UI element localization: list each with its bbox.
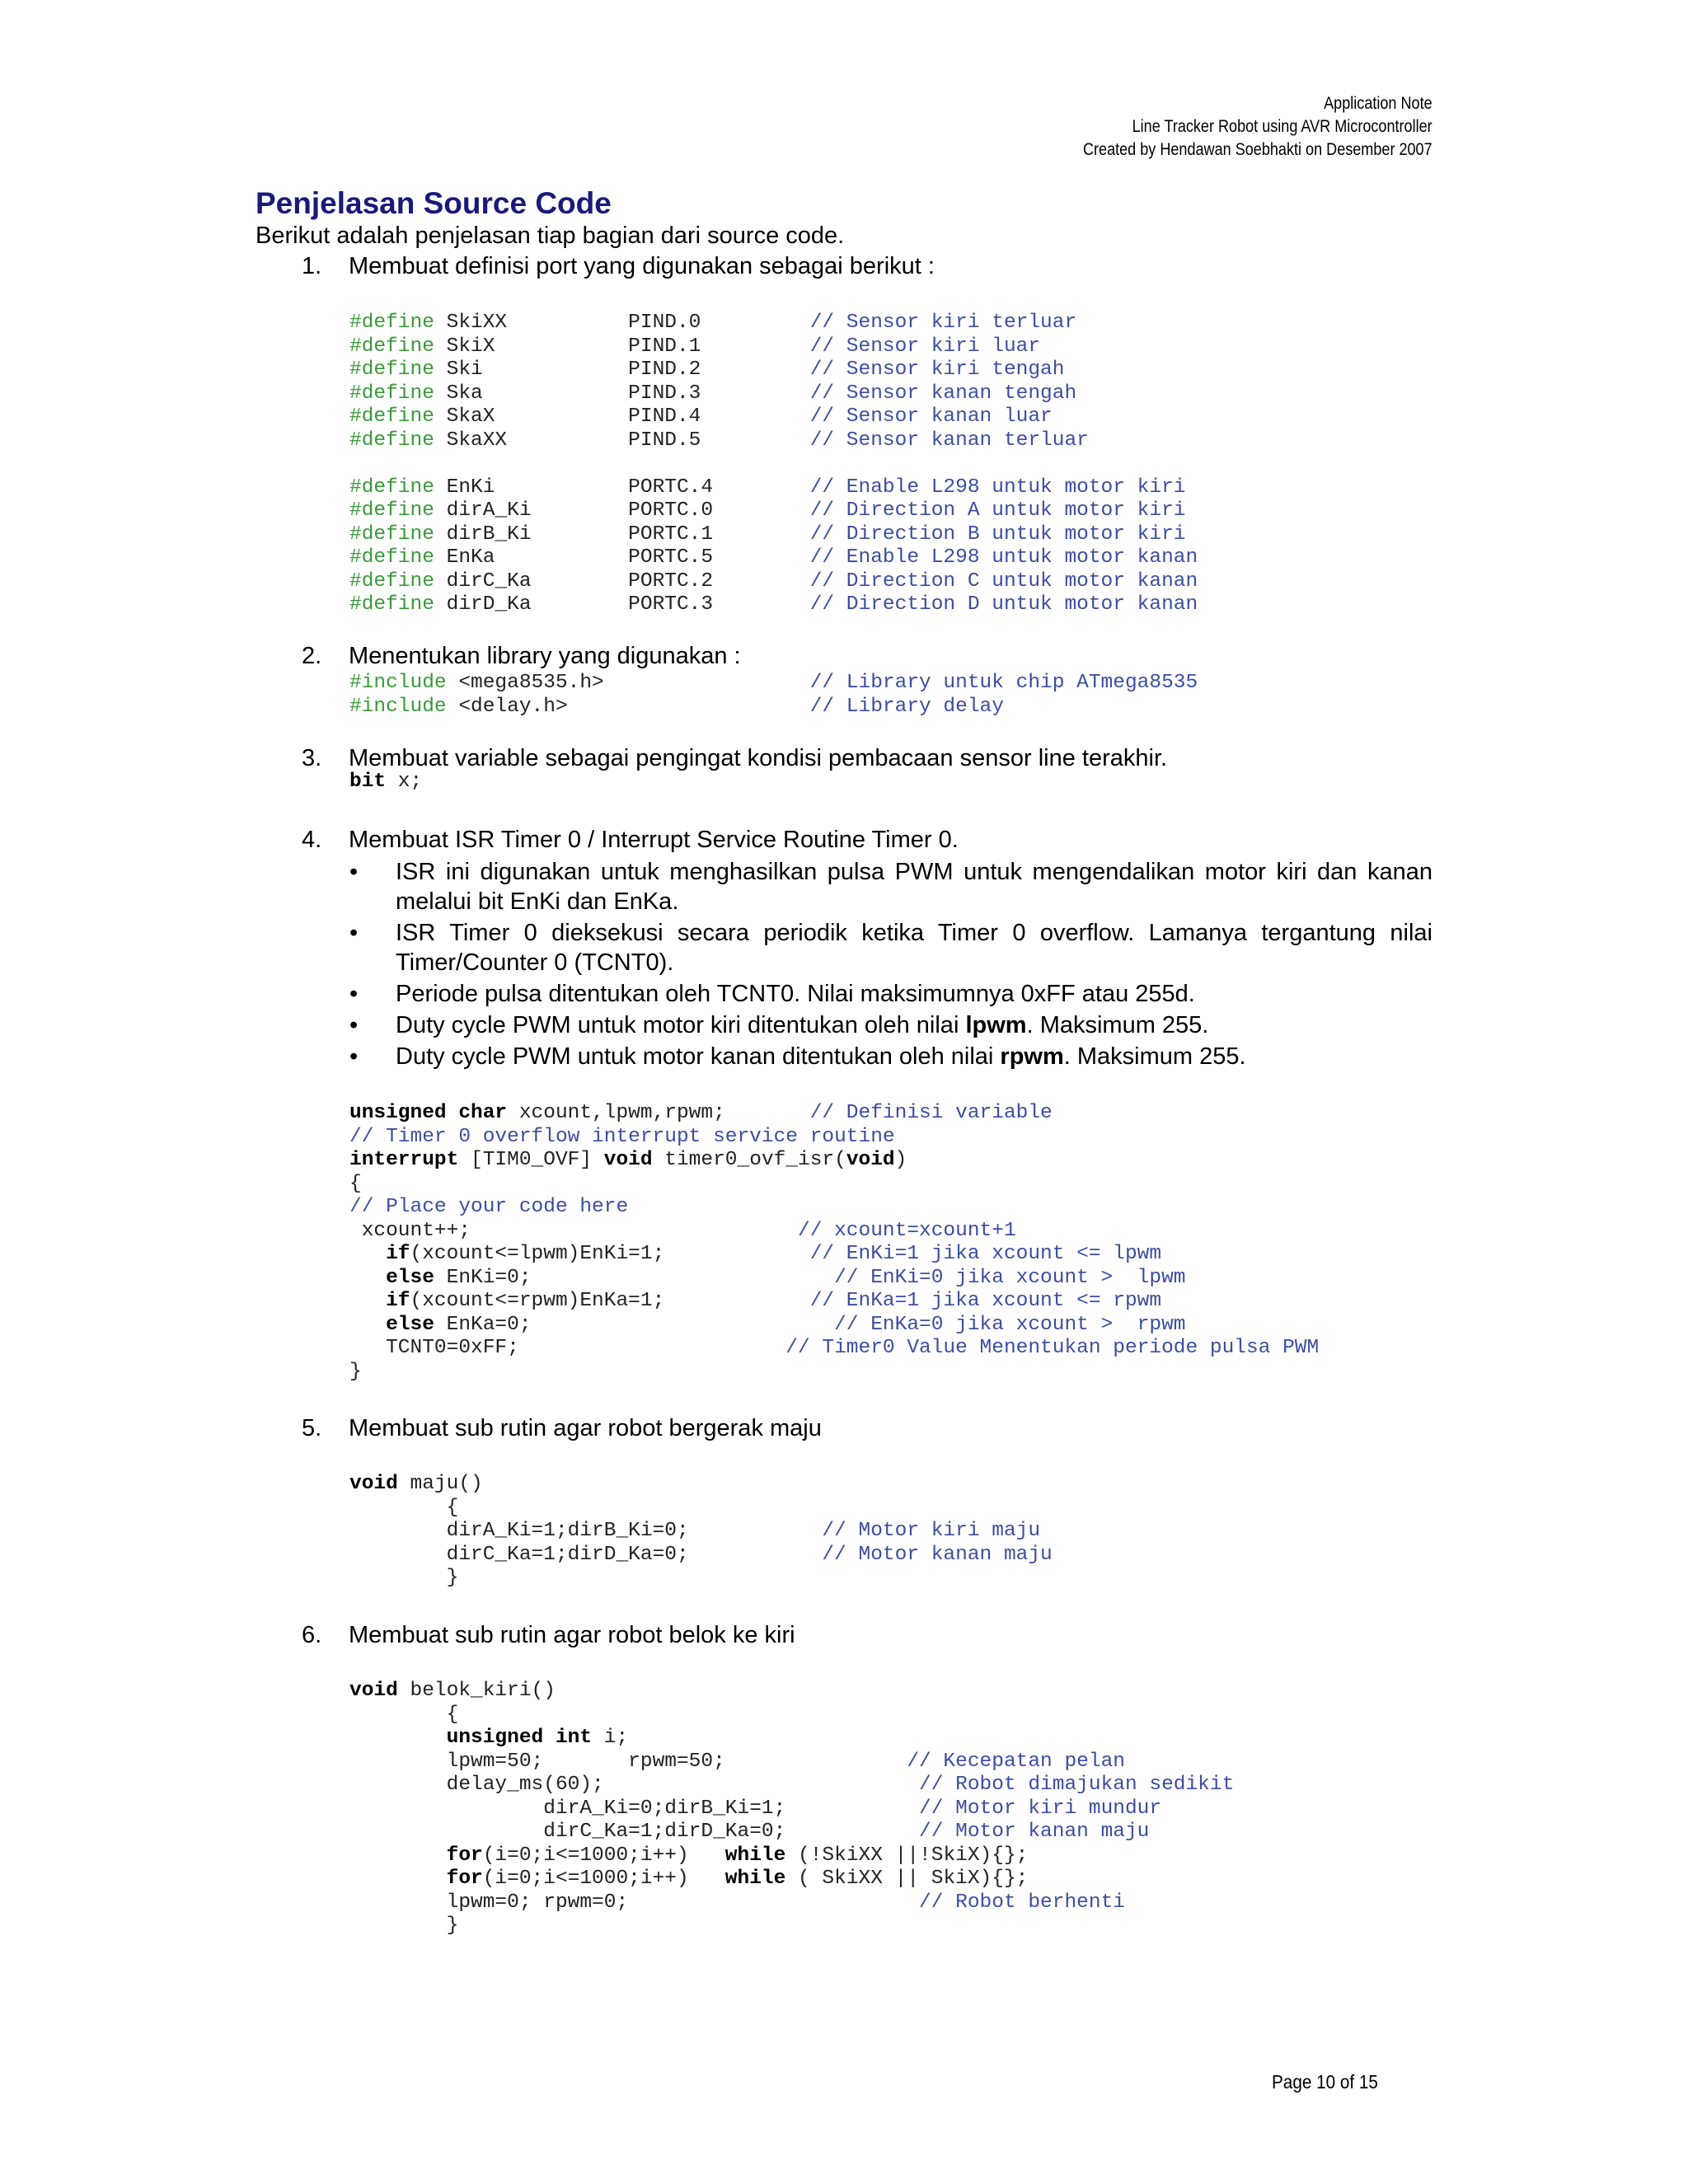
code-text: (!SkiXX ||!SkiX){}; <box>785 1844 1029 1867</box>
code-line <box>349 476 1198 500</box>
code-directive: #define <box>349 335 434 358</box>
code-text: { <box>446 1496 459 1519</box>
code-text: xcount,lpwm,rpwm; <box>507 1102 810 1124</box>
bullet-item: • Duty cycle PWM untuk motor kanan ditentukan oleh nilai rpwm. Maksimum 255. <box>349 1043 1246 1070</box>
code-comment: // Library delay <box>809 695 1004 718</box>
code-keyword: for <box>446 1844 483 1867</box>
code-directive: #define <box>349 359 434 381</box>
code-text: { <box>446 1703 459 1726</box>
code-line <box>349 1126 1319 1150</box>
code-line <box>349 1473 1053 1497</box>
code-comment: // Sensor kiri terluar <box>809 312 1077 334</box>
code-block-defines <box>349 312 1198 617</box>
code-indent <box>349 1750 447 1773</box>
code-indent <box>349 1497 447 1519</box>
code-keyword: bit <box>349 771 387 793</box>
code-text: xcount++; <box>349 1219 798 1242</box>
code-line <box>349 1149 1319 1173</box>
code-text: EnKa PORTC.5 <box>434 546 810 569</box>
item-text: Membuat definisi port yang digunakan sebagai berikut : <box>349 253 935 279</box>
code-text: dirC_Ka PORTC.2 <box>434 569 810 593</box>
code-indent <box>349 1704 447 1726</box>
code-comment: // Place your code here <box>349 1196 629 1218</box>
code-text: (xcount<=lpwm)EnKi=1; <box>410 1243 810 1265</box>
code-directive: #define <box>349 523 434 546</box>
code-comment: // Enable L298 untuk motor kiri <box>809 476 1186 499</box>
item-text: Membuat sub rutin agar robot belok ke kiri <box>349 1622 795 1648</box>
code-text: } <box>446 1915 459 1937</box>
bullet-text: Duty cycle PWM untuk motor kiri ditentukan oleh nilai <box>396 1012 966 1038</box>
bullet-item: • Duty cycle PWM untuk motor kiri ditentukan oleh nilai lpwm. Maksimum 255. <box>349 1012 1209 1038</box>
code-keyword: while <box>724 1868 786 1890</box>
code-line <box>349 1844 1234 1868</box>
code-indent <box>349 1868 447 1890</box>
code-indent <box>349 1567 447 1589</box>
code-text: (i=0;i<=1000;i++) <box>482 1868 725 1890</box>
section-title: Penjelasan Source Code <box>256 186 612 220</box>
header-line-3: Created by Hendawan Soebhakti on Desember 2007 <box>1083 140 1432 159</box>
code-directive: #include <box>349 672 447 694</box>
code-text: maju() <box>397 1473 483 1495</box>
code-line <box>349 1497 1053 1521</box>
page-header <box>1083 92 1432 162</box>
code-line <box>349 1680 1234 1704</box>
code-line <box>349 1797 1234 1821</box>
item-number: 1. <box>302 253 322 279</box>
code-indent <box>349 1544 447 1566</box>
code-comment: // EnKi=1 jika xcount <= lpwm <box>809 1243 1162 1265</box>
item-number: 5. <box>302 1415 322 1441</box>
code-comment: // Library untuk chip ATmega8535 <box>809 672 1198 694</box>
code-line <box>349 1173 1319 1197</box>
code-line <box>349 1567 1053 1591</box>
code-text: belok_kiri() <box>397 1680 556 1702</box>
bullet-item: • ISR Timer 0 dieksekusi secara periodik ketika Timer 0 overflow. Lamanya tergantung nilai Timer/Counter 0 (TCNT0). <box>349 920 1432 976</box>
code-keyword: void <box>846 1149 895 1171</box>
bullet-list <box>349 857 1432 1073</box>
bullet-text: . Maksimum 255. <box>1026 1012 1209 1038</box>
code-line <box>349 1267 1319 1291</box>
bullet-text: ISR Timer 0 dieksekusi secara periodik ketika Timer 0 overflow. Lamanya tergantung nilai Timer/Counter 0 (TCNT0). <box>396 920 1432 976</box>
code-text: dirA_Ki=0;dirB_Ki=1; <box>543 1797 920 1820</box>
code-text: TCNT0=0xFF; <box>386 1337 786 1359</box>
code-text: dirC_Ka=1;dirD_Ka=0; <box>446 1543 823 1566</box>
item-number: 2. <box>302 643 322 669</box>
code-comment: // Direction D untuk motor kanan <box>809 593 1198 616</box>
code-directive: #define <box>349 429 434 452</box>
code-block-includes <box>349 672 1198 719</box>
code-line <box>349 771 422 794</box>
code-text: { <box>349 1172 362 1195</box>
code-comment: // Motor kiri mundur <box>919 1797 1162 1820</box>
code-indent <box>349 1774 447 1796</box>
code-line <box>349 312 1198 335</box>
code-line <box>349 1243 1319 1267</box>
code-comment: // Motor kanan maju <box>919 1821 1150 1843</box>
bullet-item: • ISR ini digunakan untuk menghasilkan pulsa PWM untuk mengendalikan motor kiri dan kanan melalui bit EnKi dan EnKa. <box>349 859 1432 915</box>
code-line <box>349 523 1198 547</box>
code-comment: // EnKi=0 jika xcount > lpwm <box>834 1266 1186 1289</box>
code-line <box>349 1891 1234 1915</box>
code-text: SkiX PIND.1 <box>434 335 810 358</box>
code-line <box>349 382 1198 406</box>
code-comment: // Definisi variable <box>809 1102 1053 1124</box>
code-text: EnKi PORTC.4 <box>434 476 810 499</box>
code-keyword: interrupt <box>349 1149 459 1171</box>
code-text: delay_ms(60); <box>446 1774 920 1796</box>
code-line <box>349 1102 1319 1126</box>
code-keyword: while <box>724 1844 786 1867</box>
code-comment: // Sensor kanan tengah <box>809 382 1077 405</box>
code-line <box>349 405 1198 429</box>
code-line <box>349 672 1198 696</box>
code-comment: // Direction B untuk motor kiri <box>809 523 1186 546</box>
code-line <box>349 1290 1319 1314</box>
code-text: SkaX PIND.4 <box>434 405 810 428</box>
code-indent <box>349 1267 386 1289</box>
bullet-text: Periode pulsa ditentukan oleh TCNT0. Nilai maksimumnya 0xFF atau 255d. <box>396 981 1195 1007</box>
code-line <box>349 1520 1053 1544</box>
code-line <box>349 1774 1234 1797</box>
item-text: Membuat ISR Timer 0 / Interrupt Service Routine Timer 0. <box>349 827 959 853</box>
code-text: dirA_Ki PORTC.0 <box>434 499 810 522</box>
code-comment: // Timer0 Value Menentukan periode pulsa PWM <box>785 1337 1320 1359</box>
bullet-text: . Maksimum 255. <box>1063 1043 1246 1070</box>
code-line <box>349 1821 1234 1844</box>
code-comment: // EnKa=0 jika xcount > rpwm <box>834 1313 1186 1336</box>
bullet-text: Duty cycle PWM untuk motor kanan ditentukan oleh nilai <box>396 1043 1001 1070</box>
code-text: } <box>349 1360 362 1383</box>
code-keyword: unsigned char <box>349 1102 508 1124</box>
intro-paragraph: Berikut adalah penjelasan tiap bagian dari source code. <box>256 223 845 249</box>
item-text: Membuat sub rutin agar robot bergerak maju <box>349 1415 822 1441</box>
code-text: Ska PIND.3 <box>434 382 810 405</box>
code-line <box>349 570 1198 594</box>
code-text: SkiXX PIND.0 <box>434 312 810 334</box>
item-number: 4. <box>302 827 322 853</box>
code-indent <box>349 1915 447 1937</box>
code-keyword: for <box>446 1868 483 1890</box>
code-text: dirB_Ki PORTC.1 <box>434 523 810 546</box>
code-keyword: else <box>386 1266 434 1289</box>
code-text: EnKi=0; <box>434 1266 835 1289</box>
code-text: EnKa=0; <box>434 1313 835 1336</box>
code-indent <box>349 1797 543 1820</box>
header-line-1: Application Note <box>1324 94 1432 113</box>
code-line <box>349 1868 1234 1891</box>
code-indent <box>349 1727 447 1749</box>
bullet-item: • Periode pulsa ditentukan oleh TCNT0. Nilai maksimumnya 0xFF atau 255d. <box>349 981 1195 1007</box>
code-comment: // EnKa=1 jika xcount <= rpwm <box>809 1290 1162 1312</box>
code-comment: // Timer 0 overflow interrupt service routine <box>349 1125 895 1148</box>
code-text: <delay.h> <box>446 695 810 718</box>
code-directive: #define <box>349 569 434 593</box>
code-comment: // Motor kanan maju <box>822 1543 1053 1566</box>
code-line <box>349 546 1198 570</box>
code-line <box>349 1220 1319 1244</box>
code-text: ( SkiXX || SkiX){}; <box>785 1868 1029 1890</box>
code-line <box>349 1704 1234 1727</box>
code-directive: #define <box>349 499 434 522</box>
code-comment: // Sensor kanan luar <box>809 405 1053 428</box>
code-text: dirA_Ki=1;dirB_Ki=0; <box>446 1520 823 1542</box>
code-keyword: void <box>603 1149 653 1171</box>
page-number: Page 10 of 15 <box>1272 2071 1378 2093</box>
code-line <box>349 593 1198 617</box>
code-block-bit-x <box>349 771 422 794</box>
code-comment: // Kecepatan pelan <box>907 1750 1125 1773</box>
header-line-2: Line Tracker Robot using AVR Microcontroller <box>1132 117 1432 136</box>
code-directive: #define <box>349 405 434 428</box>
item-text: Menentukan library yang digunakan : <box>349 643 741 669</box>
code-comment: // Robot dimajukan sedikit <box>919 1774 1235 1796</box>
code-line <box>349 359 1198 382</box>
code-comment: // xcount=xcount+1 <box>798 1219 1016 1242</box>
code-directive: #define <box>349 382 434 405</box>
code-text: (xcount<=rpwm)EnKa=1; <box>410 1290 810 1312</box>
code-indent <box>349 1314 386 1336</box>
item-text: Membuat variable sebagai pengingat kondisi pembacaan sensor line terakhir. <box>349 745 1168 771</box>
code-indent <box>349 1891 447 1914</box>
code-line <box>349 1750 1234 1774</box>
code-indent <box>349 1520 447 1542</box>
code-indent <box>349 1290 386 1312</box>
code-text: (i=0;i<=1000;i++) <box>482 1844 725 1867</box>
code-block-belok-kiri <box>349 1680 1234 1938</box>
code-directive: #define <box>349 593 434 616</box>
code-line <box>349 335 1198 359</box>
code-block-maju <box>349 1473 1053 1591</box>
code-comment: // Robot berhenti <box>919 1891 1125 1914</box>
code-line <box>349 1727 1234 1750</box>
code-text: dirC_Ka=1;dirD_Ka=0; <box>543 1821 920 1843</box>
code-directive: #include <box>349 695 447 718</box>
code-line <box>349 1915 1234 1938</box>
code-line <box>349 1337 1319 1361</box>
code-line <box>349 499 1198 523</box>
code-text: dirD_Ka PORTC.3 <box>434 593 810 616</box>
code-line <box>349 1361 1319 1385</box>
code-text: timer0_ovf_isr( <box>652 1149 846 1171</box>
code-indent <box>349 1337 386 1359</box>
code-keyword: unsigned int <box>446 1727 593 1749</box>
code-comment: // Direction A untuk motor kiri <box>809 499 1186 522</box>
code-directive: #define <box>349 312 434 334</box>
code-text: x; <box>386 771 423 793</box>
code-line <box>349 429 1198 453</box>
code-text: lpwm=0; rpwm=0; <box>446 1891 920 1914</box>
code-keyword: if <box>386 1243 410 1265</box>
code-indent <box>349 1243 386 1265</box>
code-text: ) <box>894 1149 907 1171</box>
code-indent <box>349 1821 543 1843</box>
code-line <box>349 452 1198 476</box>
code-line <box>349 1314 1319 1338</box>
code-line <box>349 1196 1319 1220</box>
code-comment: // Enable L298 untuk motor kanan <box>809 546 1198 569</box>
code-comment: // Direction C untuk motor kanan <box>809 569 1198 593</box>
code-text: } <box>446 1567 459 1589</box>
bullet-bold: rpwm <box>1000 1043 1064 1070</box>
code-directive: #define <box>349 476 434 499</box>
code-text: <mega8535.h> <box>446 672 810 694</box>
item-number: 6. <box>302 1622 322 1648</box>
code-comment: // Sensor kiri tengah <box>809 359 1065 381</box>
code-keyword: void <box>349 1473 398 1495</box>
code-text: lpwm=50; rpwm=50; <box>446 1750 907 1773</box>
code-comment: // Sensor kiri luar <box>809 335 1041 358</box>
code-comment: // Motor kiri maju <box>822 1520 1041 1542</box>
code-text: Ski PIND.2 <box>434 359 810 381</box>
bullet-bold: lpwm <box>965 1012 1027 1038</box>
code-keyword: if <box>386 1290 410 1312</box>
code-line <box>349 696 1198 719</box>
code-text: i; <box>592 1727 629 1749</box>
code-keyword: void <box>349 1680 398 1702</box>
code-block-isr <box>349 1102 1319 1384</box>
code-comment: // Sensor kanan terluar <box>809 429 1089 452</box>
code-text: SkaXX PIND.5 <box>434 429 810 452</box>
code-line <box>349 1544 1053 1568</box>
bullet-text: ISR ini digunakan untuk menghasilkan pulsa PWM untuk mengendalikan motor kiri dan kanan melalui bit EnKi dan EnKa. <box>396 859 1432 915</box>
code-directive: #define <box>349 546 434 569</box>
item-number: 3. <box>302 745 322 771</box>
code-indent <box>349 1844 447 1867</box>
code-text: [TIM0_OVF] <box>458 1149 604 1171</box>
code-keyword: else <box>386 1313 434 1336</box>
